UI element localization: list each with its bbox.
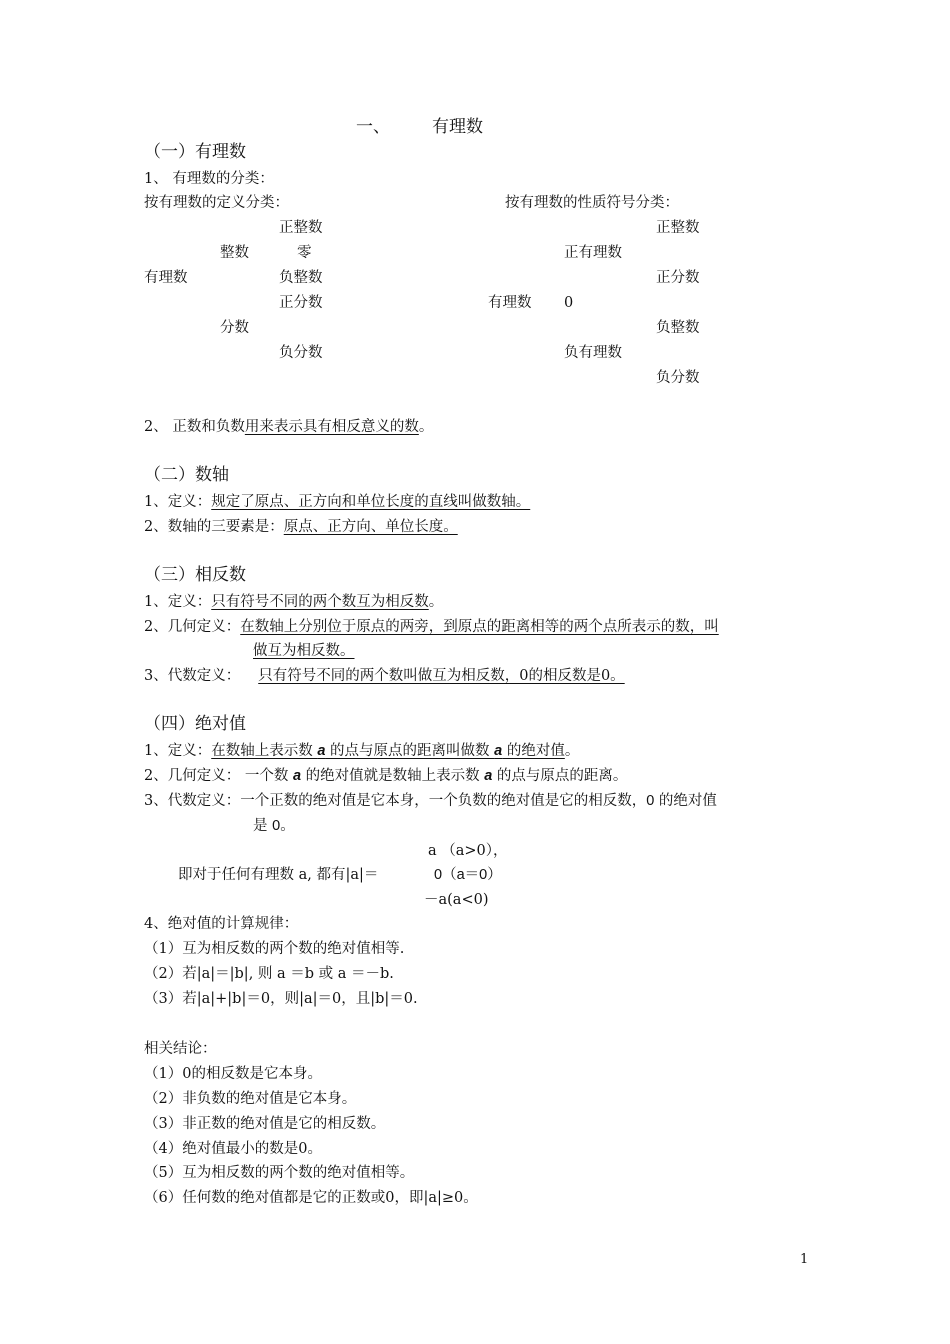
- absolute-algebraic-definition-cont: [253, 817, 295, 835]
- section-heading-absolute: （四）绝对值: [144, 714, 246, 734]
- zero-value: 0: [646, 793, 655, 809]
- number-line-elements: [144, 518, 458, 536]
- tree-node: 正整数: [656, 220, 700, 236]
- tree-node: 负分数: [279, 345, 323, 361]
- case-positive: a （a>0），: [428, 843, 508, 859]
- tree-node: 负分数: [656, 370, 700, 386]
- variable-a: a: [292, 768, 302, 784]
- line-prefix: 2、几何定义：: [144, 619, 241, 635]
- tree-node: 负整数: [279, 270, 323, 286]
- variable-a: a: [317, 743, 326, 759]
- number-line-definition: [144, 493, 530, 511]
- tree-node: 整数: [220, 245, 249, 261]
- rule-item: （3）若|a|+|b|＝0，则|a|＝0，且|b|＝0.: [144, 991, 418, 1007]
- tree-node: 负有理数: [564, 345, 622, 361]
- case-zero: 0（a＝0）: [434, 867, 502, 883]
- tree-node: 分数: [220, 320, 249, 336]
- line-prefix: 2、 正数和负数: [144, 419, 245, 435]
- rule-item: （1）互为相反数的两个数的绝对值相等.: [144, 941, 405, 957]
- zero-value: 0: [272, 818, 281, 834]
- conclusions-heading: 相关结论：: [144, 1041, 217, 1057]
- line-end: 。: [418, 419, 434, 435]
- section-heading-opposite: （三）相反数: [144, 565, 246, 585]
- absolute-algebraic-definition: [144, 792, 717, 810]
- underlined-text: 用来表示具有相反意义的数: [244, 419, 419, 435]
- text-part: 的点与原点的距离。: [492, 768, 628, 784]
- tree-root: 有理数: [144, 270, 188, 286]
- underlined-text: 只有符号不同的两个数互为相反数: [211, 594, 429, 610]
- section-heading-rational: （一）有理数: [144, 142, 246, 162]
- underlined-text: 规定了原点、正方向和单位长度的直线叫做数轴。: [211, 494, 531, 510]
- page-title: 有理数: [432, 117, 483, 137]
- text-part: 。: [280, 818, 295, 834]
- line-end: 。: [428, 594, 444, 610]
- underlined-text: [211, 743, 565, 759]
- text-part: 的点与原点的距离叫做数: [325, 743, 495, 759]
- line-prefix: 3、代数定义：: [144, 668, 241, 684]
- rules-heading: 4、绝对值的计算规律：: [144, 916, 299, 932]
- tree-node: 正分数: [656, 270, 700, 286]
- tree-node: 正有理数: [564, 245, 622, 261]
- title-number: 一、: [356, 117, 390, 137]
- absolute-geometric-definition: [144, 767, 627, 785]
- conclusion-item: （6）任何数的绝对值都是它的正数或0，即|a|≥0。: [144, 1190, 478, 1206]
- abs-formula-lead: 即对于任何有理数 a, 都有|a|＝: [178, 867, 379, 883]
- text-part: 的绝对值: [502, 743, 565, 759]
- tree-node: 0: [564, 295, 574, 311]
- underlined-text: 原点、正方向、单位长度。: [283, 519, 458, 535]
- definition-classification-caption: 按有理数的定义分类：: [144, 195, 289, 211]
- opposite-algebraic-definition: [144, 667, 625, 685]
- tree-node: 零: [297, 245, 312, 261]
- variable-a: a: [484, 768, 493, 784]
- text-part: 在数轴上表示数: [211, 743, 318, 759]
- line-prefix: 2、几何定义： 一个数: [144, 768, 293, 784]
- conclusion-item: （2）非负数的绝对值是它本身。: [144, 1091, 357, 1107]
- conclusion-item: （5）互为相反数的两个数的绝对值相等。: [144, 1165, 415, 1181]
- text-part: 3、代数定义：一个正数的绝对值是它本身，一个负数的绝对值是它的相反数，: [144, 793, 647, 809]
- line-end: 。: [564, 743, 580, 759]
- variable-a: a: [494, 743, 503, 759]
- underlined-text: 只有符号不同的两个数叫做互为相反数，0的相反数是0。: [258, 668, 625, 684]
- text-part: 是: [253, 818, 273, 834]
- text-part: 的绝对值: [654, 793, 717, 809]
- line-prefix: 2、数轴的三要素是：: [144, 519, 284, 535]
- line-prefix: 1、定义：: [144, 594, 212, 610]
- line-prefix: 1、定义：: [144, 494, 212, 510]
- classification-label: 1、 有理数的分类：: [144, 171, 274, 187]
- tree-node: 负整数: [656, 320, 700, 336]
- opposite-geometric-definition: [144, 618, 719, 636]
- rule-item: （2）若|a|＝|b|, 则 a ＝b 或 a ＝－b.: [144, 966, 394, 982]
- tree-root: 有理数: [488, 295, 532, 311]
- positive-negative-line: [144, 418, 433, 436]
- tree-node: 正整数: [279, 220, 323, 236]
- underlined-text: 做互为相反数。: [253, 643, 355, 659]
- opposite-geometric-definition-cont: [253, 642, 355, 660]
- underlined-text: 在数轴上分别位于原点的两旁，到原点的距离相等的两个点所表示的数，叫: [240, 619, 719, 635]
- conclusion-item: （1）0的相反数是它本身。: [144, 1066, 322, 1082]
- opposite-definition: [144, 593, 443, 611]
- line-prefix: 1、定义：: [144, 743, 212, 759]
- sign-classification-caption: 按有理数的性质符号分类：: [505, 195, 679, 211]
- tree-node: 正分数: [279, 295, 323, 311]
- absolute-definition: [144, 742, 579, 760]
- conclusion-item: （4）绝对值最小的数是0。: [144, 1141, 322, 1157]
- case-negative: －a(a<0): [424, 892, 489, 908]
- text-part: 的绝对值就是数轴上表示数: [301, 768, 485, 784]
- page-number: 1: [800, 1252, 809, 1267]
- section-heading-number-line: （二）数轴: [144, 465, 229, 485]
- conclusion-item: （3）非正数的绝对值是它的相反数。: [144, 1116, 386, 1132]
